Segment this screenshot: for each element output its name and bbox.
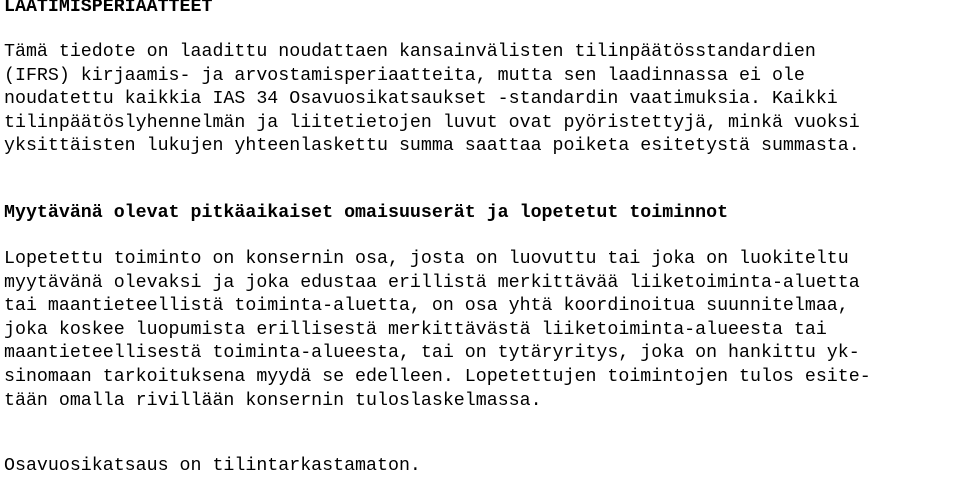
paragraph-line: myytävänä olevaksi ja joka edustaa erillistä merkittävää liiketoiminta-aluetta xyxy=(4,272,860,293)
paragraph-line: sinomaan tarkoituksena myydä se edelleen. Lopetettujen toimintojen tulos esite- xyxy=(4,366,871,387)
paragraph-line: tilinpäätöslyhennelmän ja liitetietojen luvut ovat pyöristettyjä, minkä vuoksi xyxy=(4,112,860,133)
paragraph-line: tään omalla rivillään konsernin tuloslaskelmassa. xyxy=(4,390,542,411)
section-heading-discontinued-operations: Myytävänä olevat pitkäaikaiset omaisuuserät ja lopetetut toiminnot xyxy=(4,203,729,223)
paragraph-line: Tämä tiedote on laadittu noudattaen kansainvälisten tilinpäätösstandardien xyxy=(4,42,816,62)
audit-note: Osavuosikatsaus on tilintarkastamaton. xyxy=(4,456,421,476)
section-heading-laatimisperiaatteet: LAATIMISPERIAATTEET xyxy=(4,0,213,17)
paragraph-line: maantieteellisestä toiminta-alueesta, tai on tytäryritys, joka on hankittu yk- xyxy=(4,343,860,364)
paragraph-line: yksittäisten lukujen yhteenlaskettu summa saattaa poiketa esitetystä summasta. xyxy=(4,136,860,157)
paragraph-line: noudatettu kaikkia IAS 34 Osavuosikatsaukset -standardin vaatimuksia. Kaikki xyxy=(4,89,838,110)
paragraph-discontinued-operations xyxy=(4,248,871,413)
paragraph-accounting-principles xyxy=(4,41,860,159)
paragraph-line: joka koskee luopumista erillisestä merkittävästä liiketoiminta-alueesta tai xyxy=(4,319,827,340)
paragraph-line: Lopetettu toiminto on konsernin osa, josta on luovuttu tai joka on luokiteltu xyxy=(4,249,849,269)
paragraph-line: tai maantieteellistä toiminta-aluetta, on osa yhtä koordinoitua suunnitelmaa, xyxy=(4,296,849,317)
paragraph-line: (IFRS) kirjaamis- ja arvostamisperiaatteita, mutta sen laadinnassa ei ole xyxy=(4,65,805,86)
